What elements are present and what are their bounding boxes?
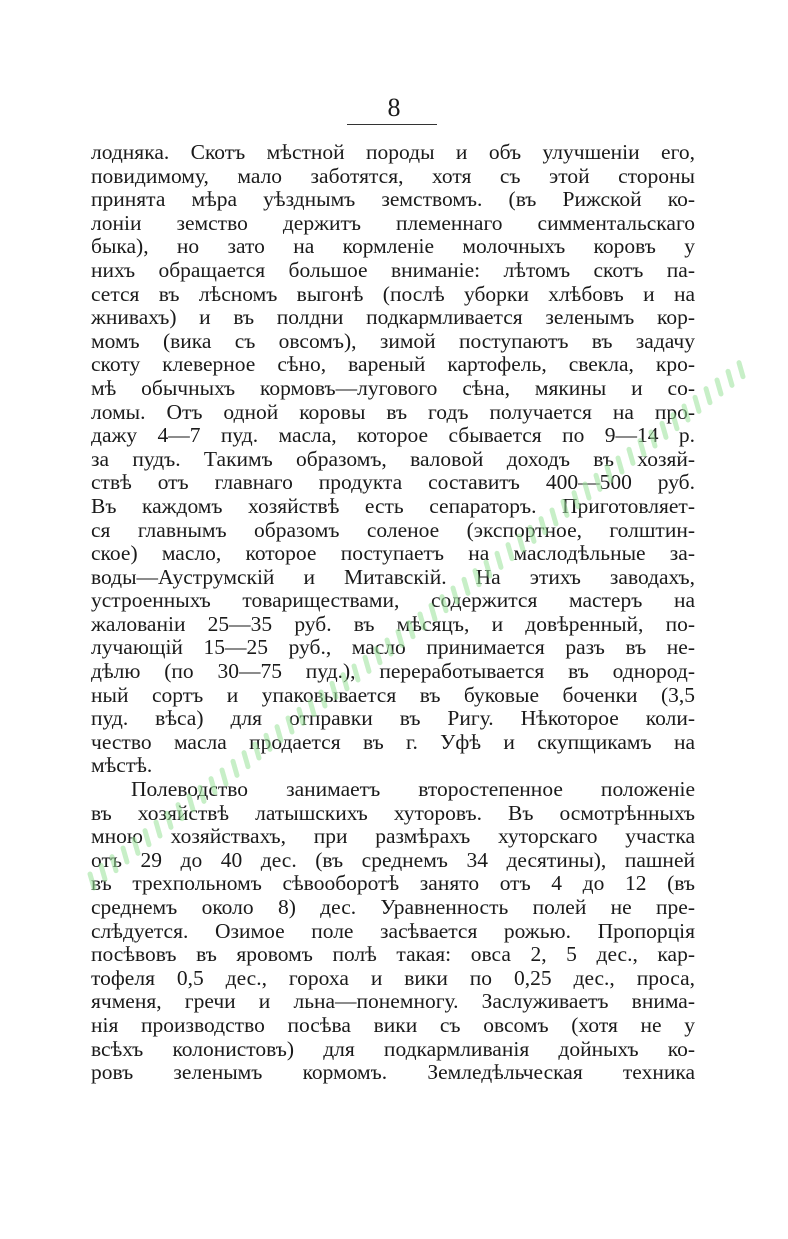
text-line: лоніи земство держитъ племеннаго симментальскаго — [91, 210, 695, 235]
text-line: мѣ обычныхъ кормовъ—лугового сѣна, мякины и со- — [91, 375, 695, 400]
body-text — [91, 141, 695, 1085]
watermark-stroke — [695, 397, 699, 411]
text-line: воды—Ауструмскій и Митавскій. На этихъ заводахъ, — [91, 564, 695, 589]
page-number-rule — [347, 124, 437, 125]
text-line: Въ каждомъ хозяйствѣ есть сепараторъ. Приготовляет- — [91, 493, 695, 518]
text-line: чество масла продается въ г. Уфѣ и скупщикамъ на — [91, 729, 695, 754]
text-line: за пудъ. Такимъ образомъ, валовой доходъ въ хозяй- — [91, 446, 695, 471]
text-line: дѣлю (по 30—75 пуд.), переработывается въ однород- — [91, 659, 695, 684]
text-line: жалованіи 25—35 руб. въ мѣсяцъ, и довѣренный, по- — [91, 611, 695, 636]
watermark-stroke — [717, 380, 721, 394]
text-line: устроенныхъ товариществами, содержится мастеръ на — [91, 588, 695, 613]
text-line: повидимому, мало заботятся, хотя съ этой стороны — [91, 163, 695, 188]
text-line: ломы. Отъ одной коровы въ годъ получается на про- — [91, 399, 695, 424]
text-line: мѣстѣ. — [91, 753, 153, 778]
text-line: момъ (вика съ овсомъ), зимой поступаютъ въ задачу — [91, 328, 695, 353]
text-line: ское) масло, которое поступаетъ на маслодѣльные за- — [91, 541, 695, 566]
text-line: дажу 4—7 пуд. масла, которое сбывается по 9—14 р. — [91, 423, 695, 448]
text-line: ровъ зеленымъ кормомъ. Земледѣльческая техника — [91, 1060, 695, 1085]
text-line: мною хозяйствахъ, при размѣрахъ хуторскаго участка — [91, 824, 695, 849]
text-line: нія производство посѣва вики съ овсомъ (хотя не у — [91, 1012, 695, 1037]
text-line: всѣхъ колонистовъ) для подкармливанія дойныхъ ко- — [91, 1036, 695, 1061]
text-line: ся главнымъ образомъ соленое (экспортное, голштин- — [91, 517, 695, 542]
text-line: жнивахъ) и въ полдни подкармливается зеленымъ кор- — [91, 305, 695, 330]
text-line: пуд. вѣса) для отправки въ Ригу. Нѣкоторое коли- — [91, 706, 695, 731]
text-line: тофеля 0,5 дес., гороха и вики по 0,25 дес., проса, — [91, 965, 695, 990]
text-line: скоту клеверное сѣно, вареный картофель, свекла, кро- — [91, 352, 695, 377]
text-line: быка), но зато на кормленіе молочныхъ коровъ у — [91, 234, 695, 259]
text-line: сется въ лѣсномъ выгонѣ (послѣ уборки хлѣбовъ и на — [91, 281, 695, 306]
text-line: ный сортъ и упаковывается въ буковые боченки (3,5 — [91, 682, 695, 707]
page-number: 8 — [387, 93, 401, 122]
text-line: въ хозяйствѣ латышскихъ хуторовъ. Въ осмотрѣнныхъ — [91, 800, 695, 825]
text-line: принята мѣра уѣзднымъ земствомъ. (въ Рижской ко- — [91, 187, 695, 212]
watermark-stroke — [739, 363, 743, 377]
paragraph-start-line: Полеводство занимаетъ второстепенное положеніе — [131, 777, 695, 802]
watermark-stroke — [728, 371, 732, 385]
text-line: среднемъ около 8) дес. Уравненность полей не пре- — [91, 895, 695, 919]
text-line: ствѣ отъ главнаго продукта составитъ 400—500 руб. — [91, 470, 695, 495]
text-line: лодняка. Скотъ мѣстной породы и объ улучшеніи его, — [91, 140, 695, 164]
text-line: слѣдуется. Озимое поле засѣвается рожью. Пропорція — [91, 918, 695, 943]
text-line: посѣвовъ въ яровомъ полѣ такая: овса 2, 5 дес., кар- — [91, 942, 695, 967]
text-line: ячменя, гречи и льна—понемногу. Заслуживаетъ внима- — [91, 989, 695, 1014]
text-line: нихъ обращается большое вниманіе: лѣтомъ скотъ па- — [91, 257, 695, 282]
text-line: лучающій 15—25 руб., масло принимается разъ въ не- — [91, 635, 695, 660]
text-line: отъ 29 до 40 дес. (въ среднемъ 34 десятины), пашней — [91, 847, 695, 872]
watermark-stroke — [706, 389, 710, 403]
text-line: въ трехпольномъ сѣвооборотѣ занято отъ 4 до 12 (въ — [91, 871, 695, 896]
